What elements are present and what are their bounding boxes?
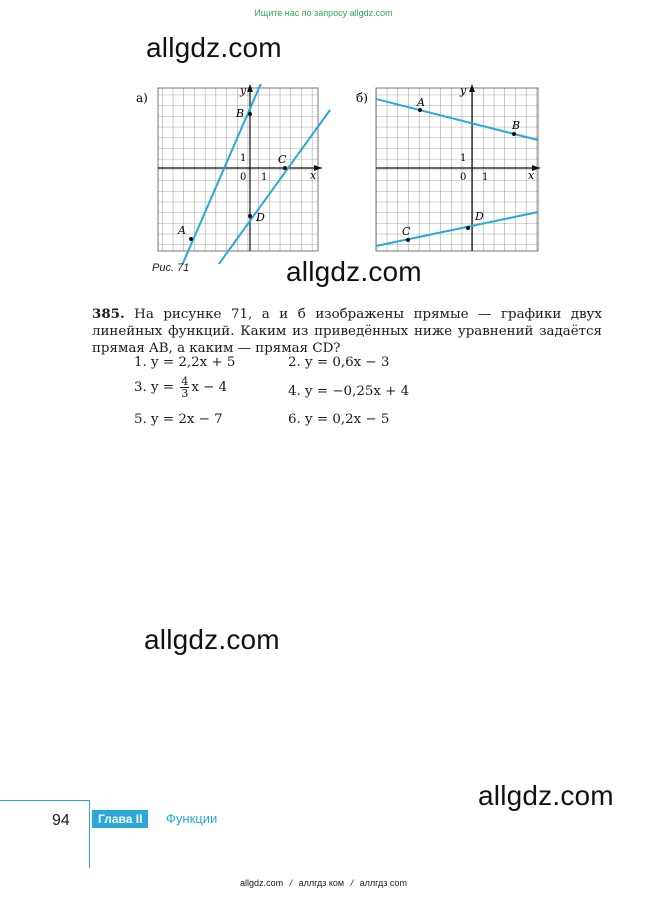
equation-4: 4. y = −0,25x + 4 bbox=[288, 384, 410, 399]
bottom-link-3[interactable]: аллгдз com bbox=[359, 878, 407, 888]
panel-a-label: а) bbox=[136, 91, 148, 105]
equation-2: 2. y = 0,6x − 3 bbox=[288, 355, 390, 370]
search-hint-link[interactable]: Ищите нас по запросу allgdz.com bbox=[254, 8, 393, 18]
equation-3-right: x − 4 bbox=[191, 380, 228, 395]
panel-b-grid bbox=[376, 88, 538, 251]
equation-3 bbox=[134, 376, 227, 399]
equation-3-left: 3. y = bbox=[134, 380, 179, 395]
bottom-link-1[interactable]: allgdz.com bbox=[240, 878, 284, 888]
problem-number: 385. bbox=[92, 306, 125, 322]
panel-b-point-d: D bbox=[475, 210, 484, 223]
watermark-top: allgdz.com bbox=[146, 32, 282, 63]
panel-b-point-b: B bbox=[512, 119, 521, 132]
panel-a-point-c: C bbox=[278, 153, 287, 166]
panel-a-y-label: y bbox=[240, 84, 247, 97]
panel-b-tick-one-y: 1 bbox=[460, 153, 467, 164]
footer-vertical-divider bbox=[89, 800, 90, 868]
figure-caption: Рис. 71 bbox=[152, 262, 190, 274]
panel-a-tick-one-x: 1 bbox=[261, 172, 268, 183]
bottom-links bbox=[0, 878, 647, 888]
panel-a-point-b: B bbox=[236, 107, 245, 120]
panel-a-point-a: A bbox=[178, 224, 186, 237]
panel-b-tick-zero: 0 bbox=[460, 172, 467, 183]
panel-b-point-a: A bbox=[417, 96, 425, 109]
bottom-separator-2: / bbox=[350, 878, 354, 888]
panel-b-x-label: x bbox=[528, 169, 535, 182]
equation-1: 1. y = 2,2x + 5 bbox=[134, 355, 236, 370]
panel-b-point-c: C bbox=[402, 225, 411, 238]
fraction-denominator: 3 bbox=[181, 387, 189, 400]
problem-385 bbox=[92, 306, 602, 357]
panel-b-label: б) bbox=[356, 91, 368, 105]
watermark-bottom-right: allgdz.com bbox=[478, 780, 614, 811]
panel-a-tick-zero: 0 bbox=[240, 172, 247, 183]
footer-divider bbox=[0, 800, 90, 801]
panel-a-tick-one-y: 1 bbox=[240, 153, 247, 164]
watermark-middle: allgdz.com bbox=[286, 256, 422, 287]
page-number: 94 bbox=[52, 812, 70, 829]
figure-71-graphs bbox=[130, 84, 550, 264]
problem-text: На рисунке 71, а и б изображены прямые — графики двух линейных функций. Каким из приведённых ниже уравнений задаётся прямая AB, а каким — прямая CD? bbox=[92, 307, 602, 356]
equation-3-fraction bbox=[180, 376, 189, 399]
chapter-title: Функции bbox=[166, 811, 218, 826]
fraction-numerator: 4 bbox=[181, 375, 189, 388]
panel-b-y-label: y bbox=[460, 84, 467, 97]
panel-a-point-d: D bbox=[256, 211, 265, 224]
watermark-lower: allgdz.com bbox=[144, 624, 280, 655]
bottom-link-2[interactable]: аллгдз ком bbox=[298, 878, 345, 888]
chapter-badge: Глава II bbox=[92, 810, 148, 828]
panel-a-x-label: x bbox=[310, 169, 317, 182]
equation-6: 6. y = 0,2x − 5 bbox=[288, 412, 390, 427]
bottom-separator-1: / bbox=[289, 878, 293, 888]
panel-b-tick-one-x: 1 bbox=[482, 172, 489, 183]
equation-5: 5. y = 2x − 7 bbox=[134, 412, 223, 427]
